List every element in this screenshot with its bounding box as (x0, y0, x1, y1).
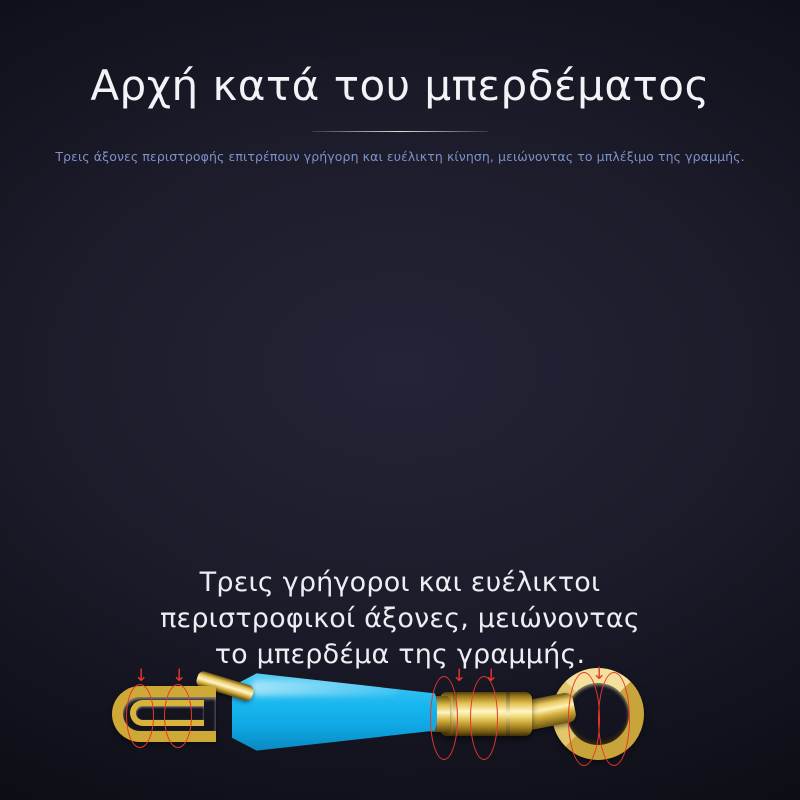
caption-line-3: το μπερδέμα της γραμμής. (214, 638, 586, 670)
barrel-ring-right (506, 692, 510, 736)
rotation-indicator-3b (598, 672, 630, 766)
page-title: Αρχή κατά του μπερδέματος (90, 61, 710, 110)
title-divider (312, 131, 488, 132)
rotation-indicator-1a (126, 684, 154, 748)
arrow-down-icon-1: ↓ (134, 666, 149, 686)
arrow-down-icon-3: ↓ (452, 666, 467, 686)
subtitle-text: Τρεις άξονες περιστροφής επιτρέπουν γρήγορη και ευέλικτη κίνηση, μειώνοντας το μπλέξιμο της γραμμής. (55, 149, 745, 165)
rotation-indicator-2a (430, 676, 458, 760)
arrow-down-icon-4: ↓ (484, 666, 499, 686)
rotation-indicator-3a (568, 672, 600, 766)
rotation-indicator-2b (470, 676, 498, 760)
rotation-indicator-1b (164, 684, 192, 748)
caption-line-2: περιστροφικοί άξονες, μειώνοντας (160, 602, 640, 634)
blue-float-body (232, 666, 437, 758)
caption-block (0, 565, 800, 673)
caption-line-1: Τρεις γρήγοροι και ευέλικτοι (199, 567, 601, 598)
arrow-down-icon-2: ↓ (172, 666, 187, 686)
header (0, 0, 800, 167)
arrow-down-icon-5: ↓ (592, 664, 607, 684)
